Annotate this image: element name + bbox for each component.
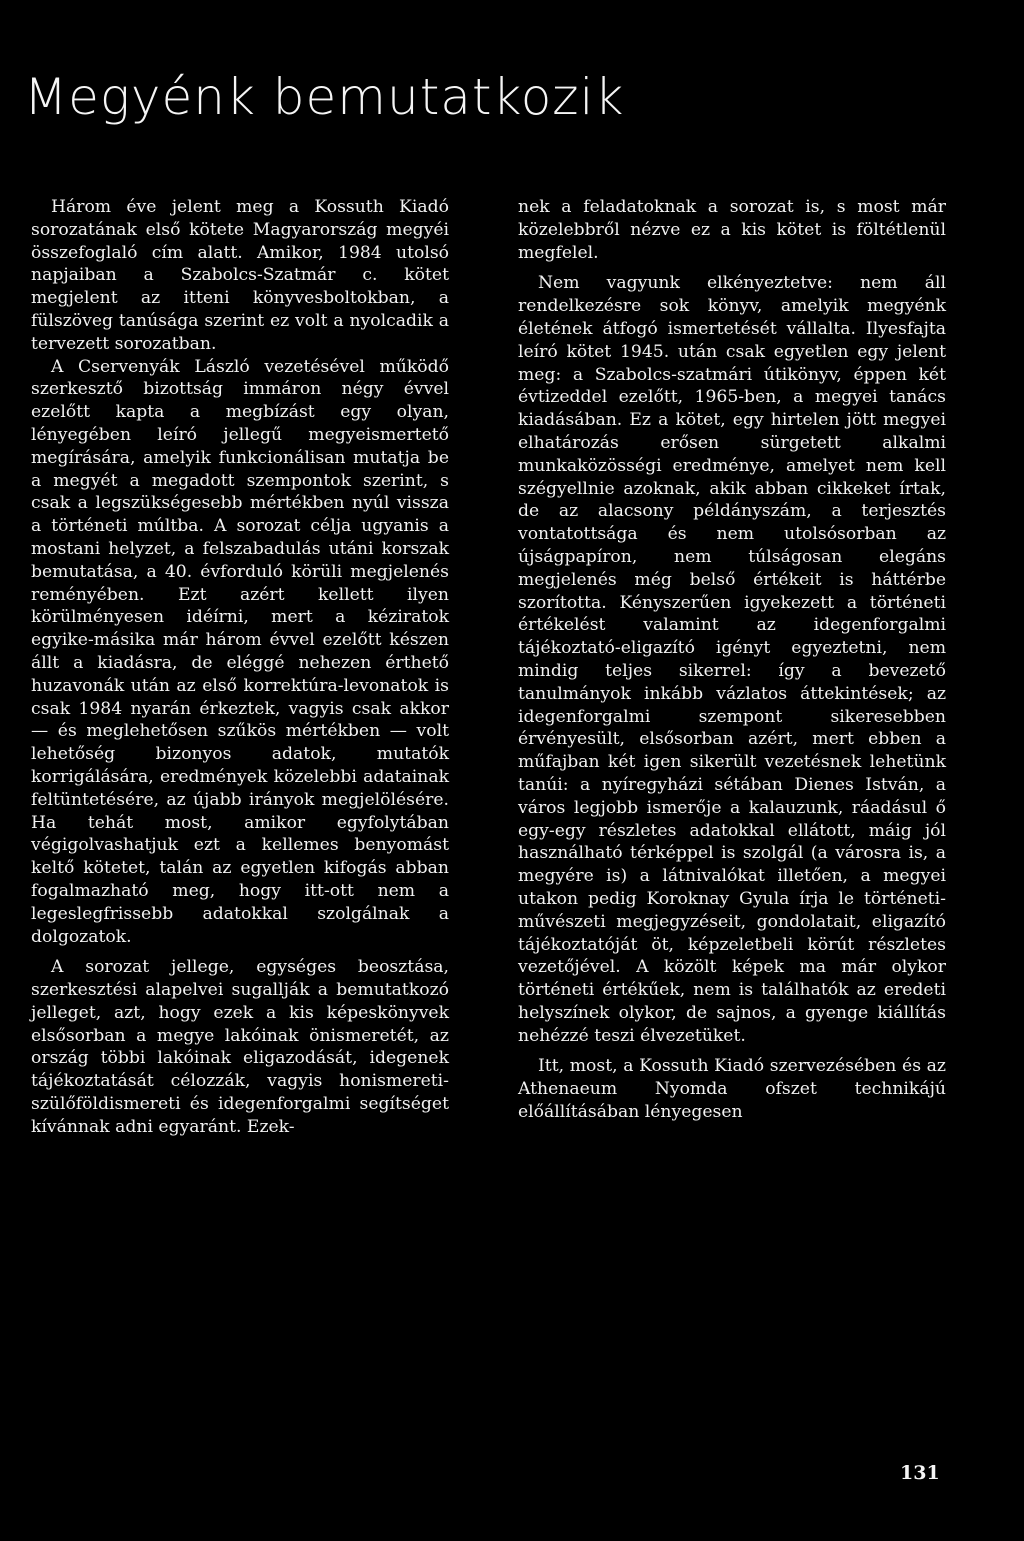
paragraph: Három éve jelent meg a Kossuth Kiadó sorozatának első kötete Magyarország megyéi összefoglaló cím alatt. Amikor, 1984 utolsó napjaiban a Szabolcs-Szatmár c. kötet megjelent az itteni könyvesboltokban, a fülszöveg tanúsága szerint ez volt a nyolcadik a tervezett sorozatban.: [31, 197, 449, 354]
page-title: Megyénk bemutatkozik: [24, 68, 625, 126]
paragraph: nek a feladatoknak a sorozat is, s most már közelebbről nézve ez a kis kötet is föltétlenül megfelel.: [518, 197, 946, 263]
right-text-column: [518, 196, 946, 1124]
paragraph: Nem vagyunk elkényeztetve: nem áll rendelkezésre sok könyv, amelyik megyénk életének átfogó ismertetését vállalta. Ilyesfajta leíró kötet 1945. után csak egyetlen egy jelent meg: a Szabolcs-szatmári útikönyv, éppen két évtizeddel ezelőtt, 1965-ben, a megyei tanács kiadásában. Ez a kötet, egy hirtelen jött megyei elhatározás erősen sürgetett alkalmi munkaközösségi eredménye, amelyet nem kell szégyellnie azoknak, akik abban cikkeket írtak, de az alacsony példányszám, a terjesztés vontatottsága és nem utolsósorban az újságpapíron, nem túlságosan elegáns megjelenés még belső értékeit is háttérbe szorította. Kényszerűen igyekezett a történeti értékelést valamint az idegenforgalmi tájékoztató-eligazító igényt egyeztetni, nem mindig teljes sikerrel: így a bevezető tanulmányok inkább vázlatos áttekintések; az idegenforgalmi szempont sikeresebben érvényesült, elsősorban azért, mert ebben a műfajban két igen sikerült vezetésnek lehetünk tanúi: a nyíregyházi sétában Dienes István, a város legjobb ismerője a kalauzunk, ráadásul ő egy-egy részletes adatokkal ellátott, máig jól használható térképpel is szolgál (a városra is, a megyére is) a látnivalókat illetően, a megyei utakon pedig Koroknay Gyula írja le történeti-művészeti megjegyzéseit, gondolatait, eligazító tájékoztatóját öt, képzeletbeli körút részletes vezetőjével. A közölt képek ma már olykor történeti értékűek, nem is találhatók az eredeti helyszínek olykor, de sajnos, a gyenge kiállítás nehézzé teszi élvezetüket.: [518, 273, 946, 1046]
paragraph: A Cservenyák László vezetésével működő szerkesztő bizottság immáron négy évvel ezelőtt kapta a megbízást egy olyan, lényegében leíró jellegű megyeismertető megírására, amelyik funkcionálisan mutatja be a megyét a megadott szempontok szerint, s csak a legszükségesebb mértékben nyúl vissza a történeti múltba. A sorozat célja ugyanis a mostani helyzet, a felszabadulás utáni korszak bemutatása, a 40. évforduló körüli megjelenés reményében. Ezt azért kellett ilyen körülményesen idéírni, mert a kéziratok egyike-másika már három évvel ezelőtt készen állt a kiadásra, de eléggé nehezen érthető huzavonák után az első korrektúra-levonatok is csak 1984 nyarán érkeztek, vagyis csak akkor — és meglehetősen szűkös mértékben — volt lehetőség bizonyos adatok, mutatók korrigálására, eredmények közelebbi adatainak feltüntetésére, az újabb irányok megjelölésére. Ha tehát most, amikor egyfolytában végigolvashatjuk ezt a kellemes benyomást keltő kötetet, talán az egyetlen kifogás abban fogalmazható meg, hogy itt-ott nem a legeslegfrissebb adatokkal szolgálnak a dolgozatok.: [31, 356, 449, 947]
left-text-column: [31, 196, 449, 1139]
page-number: 131: [900, 1462, 940, 1484]
paragraph: A sorozat jellege, egységes beosztása, szerkesztési alapelvei sugallják a bemutatkozó jelleget, azt, hogy ezek a kis képeskönyvek elsősorban a megye lakóinak önismeretét, az ország többi lakóinak eligazodását, idegenek tájékoztatását célozzák, vagyis honismereti-szülőföldismereti és idegenforgalmi segítséget kívánnak adni egyaránt. Ezek-: [31, 957, 449, 1137]
paragraph: Itt, most, a Kossuth Kiadó szervezésében és az Athenaeum Nyomda ofszet technikájú előállításában lényegesen: [518, 1056, 946, 1123]
